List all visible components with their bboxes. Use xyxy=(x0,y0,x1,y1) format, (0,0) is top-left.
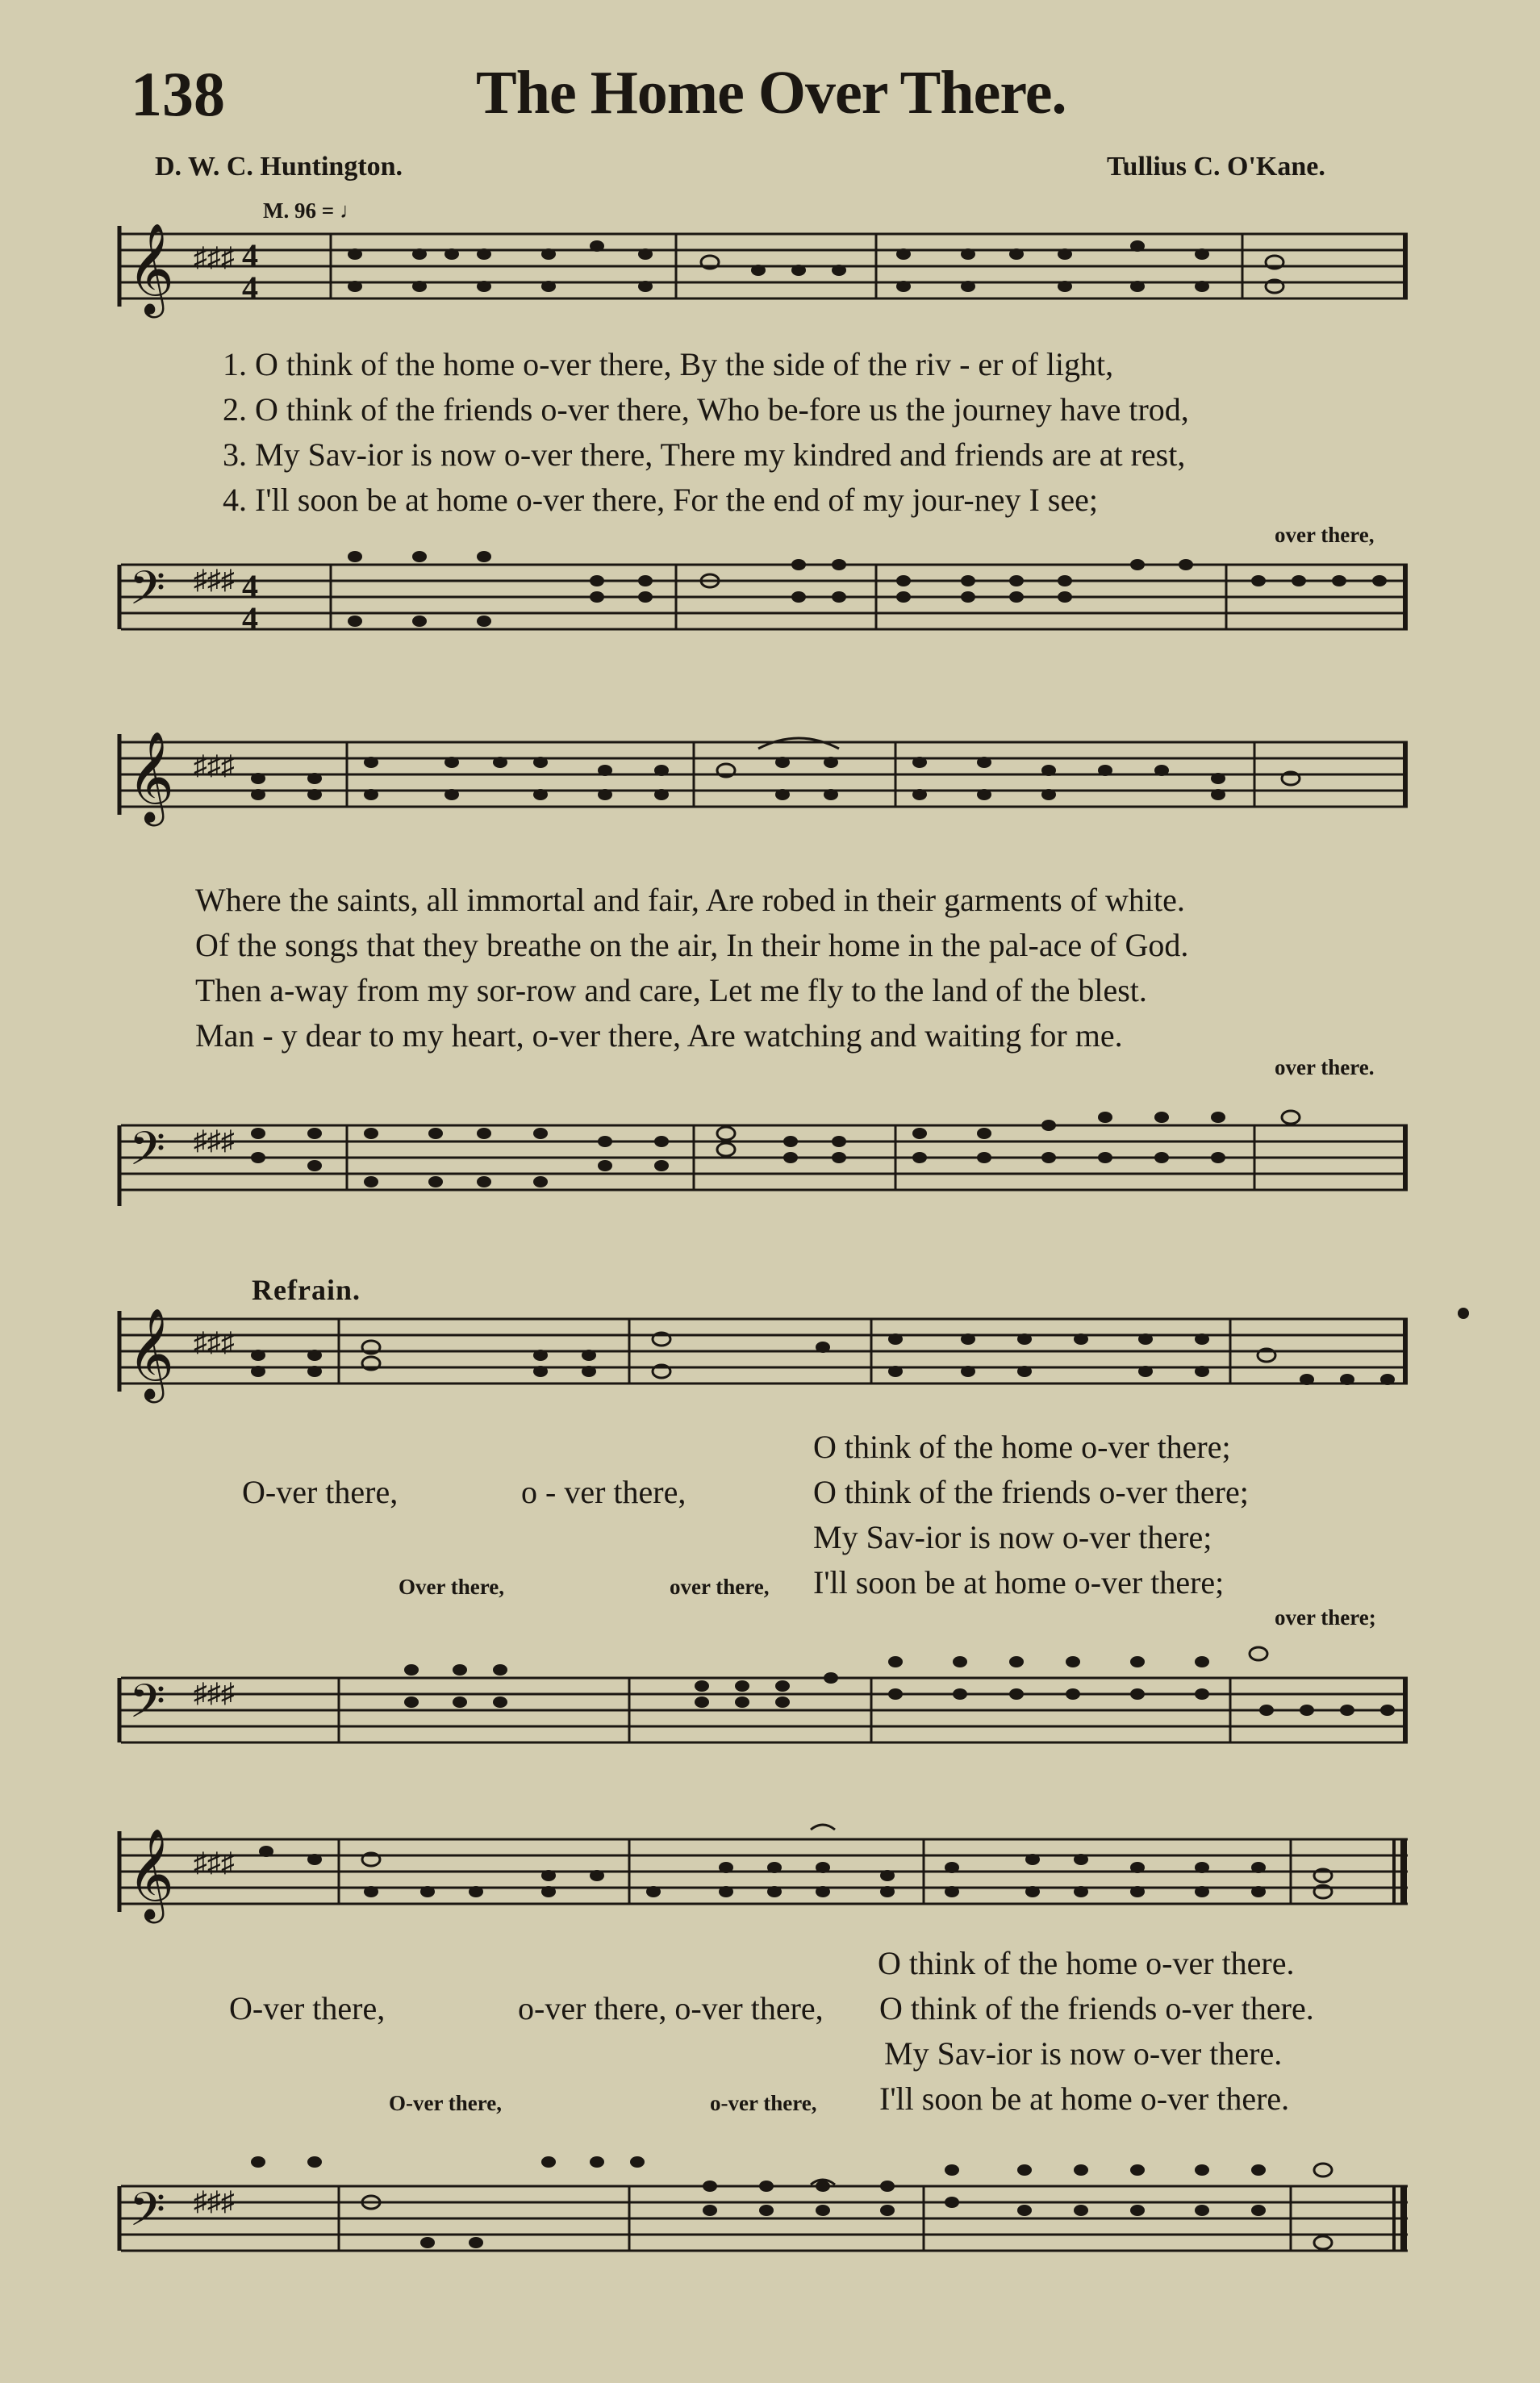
bass-cue-1: over there, xyxy=(1275,523,1375,547)
verse-line-a4: 4. I'll soon be at home o-ver there, For the end of my jour-ney I see; xyxy=(223,482,1098,518)
svg-text:𝄞: 𝄞 xyxy=(127,1828,174,1920)
svg-text:♯♯♯: ♯♯♯ xyxy=(194,2187,235,2217)
final-line-1: O think of the home o-ver there. xyxy=(878,1945,1295,1981)
svg-text:♯♯♯: ♯♯♯ xyxy=(194,1328,235,1358)
tempo-marking: M. 96 = ♩ xyxy=(263,198,361,223)
svg-text:𝄞: 𝄞 xyxy=(127,731,174,823)
refrain-bass-cue-a: Over there, xyxy=(399,1575,504,1599)
svg-text:♯♯♯: ♯♯♯ xyxy=(194,751,235,781)
verse-line-b2: Of the songs that they breathe on the air, In their home in the pal-ace of God. xyxy=(195,927,1189,963)
refrain-bass-cue-b: over there, xyxy=(670,1575,770,1599)
svg-text:♯♯♯: ♯♯♯ xyxy=(194,243,235,273)
svg-text:4: 4 xyxy=(242,568,258,604)
refrain-bass-cue-c: over there; xyxy=(1275,1605,1376,1630)
verse-line-a2: 2. O think of the friends o-ver there, Who be-fore us the journey have trod, xyxy=(223,391,1189,428)
final-over-there-1: O-ver there, xyxy=(229,1990,386,2026)
svg-text:𝄢: 𝄢 xyxy=(129,561,166,627)
svg-text:4: 4 xyxy=(242,237,258,273)
svg-text:𝄞: 𝄞 xyxy=(127,223,174,315)
system-1-bass-staff xyxy=(0,557,1540,661)
svg-text:♯♯♯: ♯♯♯ xyxy=(194,1126,235,1156)
svg-text:𝄞: 𝄞 xyxy=(127,1308,174,1400)
verse-line-b4: Man - y dear to my heart, o-ver there, Are watching and waiting for me. xyxy=(195,1017,1123,1054)
system-3-bass-staff xyxy=(0,1670,1540,1775)
system-4-bass-staff xyxy=(0,2178,1540,2291)
svg-text:𝄢: 𝄢 xyxy=(129,1674,166,1740)
final-line-3: My Sav-ior is now o-ver there. xyxy=(884,2035,1283,2072)
refrain-line-3: My Sav-ior is now o-ver there; xyxy=(813,1519,1212,1555)
refrain-line-2: O think of the friends o-ver there; xyxy=(813,1474,1249,1510)
verse-line-a1: 1. O think of the home o-ver there, By the side of the riv - er of light, xyxy=(223,346,1114,382)
system-2-treble-staff xyxy=(0,731,1540,847)
refrain-over-there-2: o - ver there, xyxy=(521,1474,687,1510)
svg-text:♯♯♯: ♯♯♯ xyxy=(194,1848,235,1878)
final-bass-cue-b: o-ver there, xyxy=(710,2091,817,2115)
system-1-treble-staff xyxy=(0,223,1540,339)
final-bass-cue-a: O-ver there, xyxy=(389,2091,502,2115)
composer: Tullius C. O'Kane. xyxy=(1107,152,1325,182)
svg-text:𝄢: 𝄢 xyxy=(129,1121,166,1187)
refrain-line-1: O think of the home o-ver there; xyxy=(813,1429,1231,1465)
final-line-4: I'll soon be at home o-ver there. xyxy=(879,2080,1290,2117)
svg-text:𝄢: 𝄢 xyxy=(129,2182,166,2248)
verse-line-b1: Where the saints, all immortal and fair, Are robed in their garments of white. xyxy=(195,882,1185,918)
lyricist: D. W. C. Huntington. xyxy=(155,152,403,182)
hymn-number: 138 xyxy=(131,59,225,129)
svg-text:4: 4 xyxy=(242,600,258,636)
verse-line-a3: 3. My Sav-ior is now o-ver there, There my kindred and friends are at rest, xyxy=(223,436,1186,473)
final-line-2: O think of the friends o-ver there. xyxy=(879,1990,1314,2026)
system-4-treble-staff xyxy=(0,1828,1540,1944)
bass-cue-2: over there. xyxy=(1275,1055,1375,1079)
system-2-bass-staff xyxy=(0,1117,1540,1222)
verse-line-b3: Then a-way from my sor-row and care, Let me fly to the land of the blest. xyxy=(195,972,1147,1008)
final-over-there-2: o-ver there, o-ver there, xyxy=(518,1990,824,2026)
svg-text:♯♯♯: ♯♯♯ xyxy=(194,565,235,595)
refrain-over-there-1: O-ver there, xyxy=(242,1474,399,1510)
system-3-treble-staff xyxy=(0,1308,1540,1424)
hymn-title: The Home Over There. xyxy=(476,59,1066,127)
svg-text:4: 4 xyxy=(242,269,258,306)
svg-text:♯♯♯: ♯♯♯ xyxy=(194,1679,235,1709)
refrain-label: Refrain. xyxy=(252,1274,361,1306)
margin-dot xyxy=(1458,1308,1469,1319)
refrain-line-4: I'll soon be at home o-ver there; xyxy=(813,1564,1225,1600)
